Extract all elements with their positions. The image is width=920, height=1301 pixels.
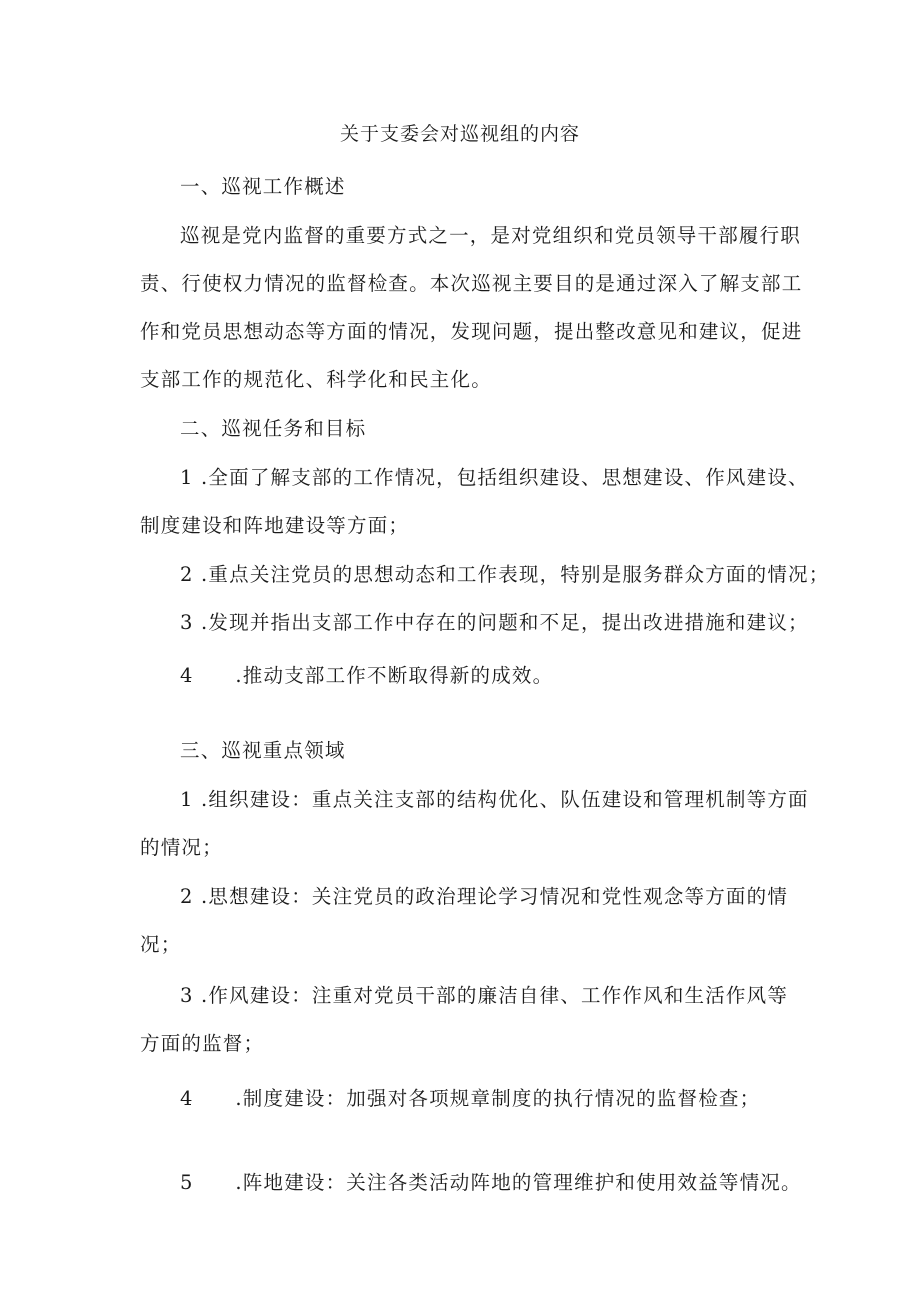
list-item-number: 1: [180, 466, 194, 489]
list-item-continuation: 况；: [140, 933, 182, 956]
list-item-number: 2: [180, 885, 194, 908]
list-item: [180, 660, 553, 688]
list-item-number: 1: [180, 788, 194, 811]
section-heading-tasks: 二、巡视任务和目标: [180, 417, 367, 440]
list-item-number: 5: [180, 1171, 194, 1194]
list-item: [180, 462, 809, 490]
list-item-text: .重点关注党员的思想动态和工作表现，特别是服务群众方面的情况；: [201, 563, 830, 586]
list-item: [180, 607, 809, 635]
list-item-number: 4: [180, 664, 194, 687]
list-item-text: .制度建设：加强对各项规章制度的执行情况的监督检查；: [235, 1087, 761, 1110]
list-item: [180, 559, 829, 587]
list-item-text: .推动支部工作不断取得新的成效。: [235, 664, 554, 687]
list-item-text: .作风建设：注重对党员干部的廉洁自律、工作作风和生活作风等: [201, 984, 789, 1007]
section-heading-overview: 一、巡视工作概述: [180, 175, 346, 198]
list-item-number: 2: [180, 563, 194, 586]
document-title: 关于支委会对巡视组的内容: [339, 123, 580, 145]
list-item-number: 3: [180, 984, 194, 1007]
list-item: [180, 1083, 760, 1111]
list-item-continuation: 制度建设和阵地建设等方面；: [140, 514, 410, 537]
paragraph-line: 作和党员思想动态等方面的情况，发现问题，提出整改意见和建议，促进: [140, 320, 803, 343]
list-item-text: .组织建设：重点关注支部的结构优化、队伍建设和管理机制等方面: [201, 788, 809, 811]
paragraph-line: 责、行使权力情况的监督检查。本次巡视主要目的是通过深入了解支部工: [140, 272, 803, 295]
list-item: [180, 881, 788, 909]
list-item-text: .全面了解支部的工作情况，包括组织建设、思想建设、作风建设、: [201, 466, 809, 489]
list-item-continuation: 方面的监督；: [140, 1032, 265, 1055]
list-item: [180, 1167, 802, 1195]
paragraph-line: 支部工作的规范化、科学化和民主化。: [140, 368, 492, 391]
list-item: [180, 980, 788, 1008]
section-heading-focus-areas: 三、巡视重点领域: [180, 739, 346, 762]
list-item-text: .阵地建设：关注各类活动阵地的管理维护和使用效益等情况。: [235, 1171, 802, 1194]
list-item: [180, 784, 809, 812]
list-item-number: 3: [180, 611, 194, 634]
list-item-continuation: 的情况；: [140, 836, 223, 859]
list-item-text: .发现并指出支部工作中存在的问题和不足，提出改进措施和建议；: [201, 611, 809, 634]
list-item-number: 4: [180, 1087, 194, 1110]
paragraph-line: 巡视是党内监督的重要方式之一，是对党组织和党员领导干部履行职: [180, 224, 802, 247]
list-item-text: .思想建设：关注党员的政治理论学习情况和党性观念等方面的情: [201, 885, 789, 908]
